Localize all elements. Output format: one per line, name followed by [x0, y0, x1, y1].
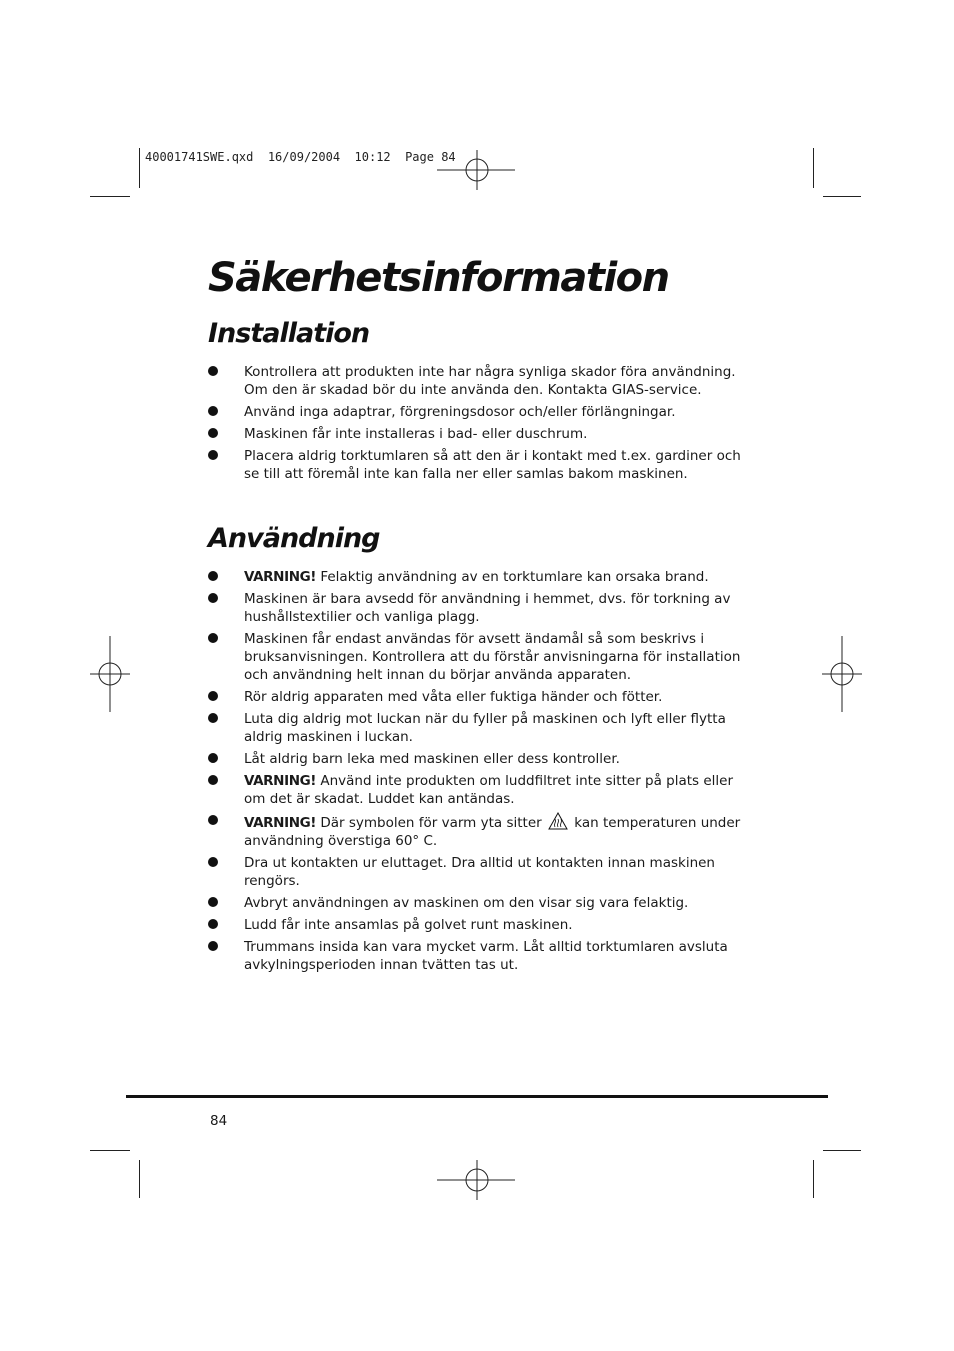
list-item: Ludd får inte ansamlas på golvet runt maskinen.: [208, 916, 758, 934]
list-item: Kontrollera att produkten inte har några synliga skador föra användning. Om den är skadad bör du inte använda den. Kontakta GIAS-service.: [208, 363, 758, 399]
warning-label: VARNING!: [244, 815, 317, 831]
bullet-icon: [208, 713, 218, 723]
bullet-icon: [208, 919, 218, 929]
bullet-icon: [208, 775, 218, 785]
crop-mark: [90, 1150, 130, 1151]
registration-mark-icon: [437, 1160, 517, 1200]
list-item: Placera aldrig torktumlaren så att den är i kontakt med t.ex. gardiner och se till att föremål inte kan falla ner eller samlas bakom maskinen.: [208, 447, 758, 483]
bullet-icon: [208, 571, 218, 581]
anvandning-list: [208, 568, 758, 978]
bullet-icon: [208, 428, 218, 438]
list-item: Låt aldrig barn leka med maskinen eller dess kontroller.: [208, 750, 758, 768]
installation-heading: Installation: [208, 318, 370, 349]
anvandning-heading: Användning: [208, 523, 380, 554]
list-item: Avbryt användningen av maskinen om den visar sig vara felaktig.: [208, 894, 758, 912]
installation-list: [208, 363, 758, 487]
bullet-icon: [208, 941, 218, 951]
registration-mark-icon: [90, 636, 130, 712]
page-number: 84: [210, 1113, 228, 1129]
list-item: Luta dig aldrig mot luckan när du fyller på maskinen och lyft eller flytta aldrig maskinen i luckan.: [208, 710, 758, 746]
bullet-icon: [208, 633, 218, 643]
registration-mark-icon: [437, 150, 517, 190]
bullet-icon: [208, 897, 218, 907]
footer-rule: [126, 1095, 828, 1098]
crop-mark: [823, 1150, 861, 1151]
list-item: Trummans insida kan vara mycket varm. Låt alltid torktumlaren avsluta avkylningsperioden innan tvätten tas ut.: [208, 938, 758, 974]
bullet-icon: [208, 593, 218, 603]
hot-surface-warning-icon: [548, 812, 568, 830]
warning-label: VARNING!: [244, 773, 317, 789]
crop-mark: [823, 196, 861, 197]
list-item: Maskinen är bara avsedd för användning i hemmet, dvs. för torkning av hushållstextilier och vanliga plagg.: [208, 590, 758, 626]
crop-mark: [813, 1160, 814, 1198]
list-item: Maskinen får endast användas för avsett ändamål så som beskrivs i bruksanvisningen. Kontrollera att du förstår anvisningarna för installation och användning helt innan du börjar använda apparaten.: [208, 630, 758, 684]
bullet-icon: [208, 691, 218, 701]
crop-mark: [139, 1160, 140, 1198]
page-title: Säkerhetsinformation: [208, 255, 669, 301]
warning-label: VARNING!: [244, 569, 317, 585]
list-item: VARNING! Felaktig användning av en torktumlare kan orsaka brand.: [208, 568, 758, 586]
bullet-icon: [208, 857, 218, 867]
list-item: Dra ut kontakten ur eluttaget. Dra alltid ut kontakten innan maskinen rengörs.: [208, 854, 758, 890]
bullet-icon: [208, 406, 218, 416]
list-item: VARNING! Använd inte produkten om luddfiltret inte sitter på plats eller om det är skadat. Luddet kan antändas.: [208, 772, 758, 808]
list-item: VARNING! Där symbolen för varm yta sitter kan temperaturen under användning överstiga 60° C.: [208, 812, 758, 850]
bullet-icon: [208, 753, 218, 763]
crop-mark: [90, 196, 130, 197]
crop-mark: [139, 148, 140, 188]
print-slug: 40001741SWE.qxd 16/09/2004 10:12 Page 84: [145, 150, 456, 164]
list-item: Maskinen får inte installeras i bad- eller duschrum.: [208, 425, 758, 443]
bullet-icon: [208, 366, 218, 376]
bullet-icon: [208, 815, 218, 825]
list-item: Använd inga adaptrar, förgreningsdosor och/eller förlängningar.: [208, 403, 758, 421]
registration-mark-icon: [822, 636, 862, 712]
bullet-icon: [208, 450, 218, 460]
list-item: Rör aldrig apparaten med våta eller fuktiga händer och fötter.: [208, 688, 758, 706]
crop-mark: [813, 148, 814, 188]
